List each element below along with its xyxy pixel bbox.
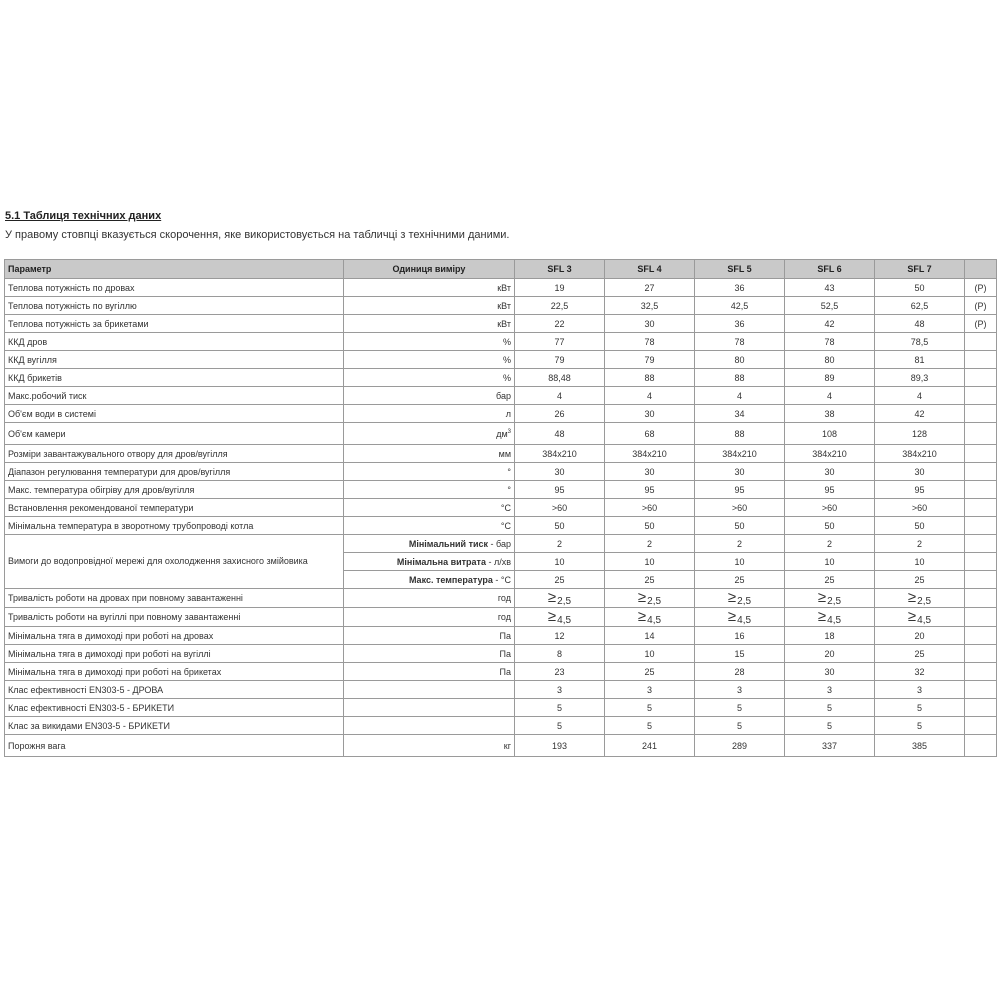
value-cell: 10 [695, 553, 785, 571]
note-cell [965, 589, 997, 608]
unit-cell [344, 481, 515, 499]
value-cell [875, 608, 965, 627]
unit-text: бар [496, 390, 511, 401]
value-cell: 30 [605, 315, 695, 333]
value-cell: >60 [695, 499, 785, 517]
value-cell: 25 [785, 571, 875, 589]
value-cell [785, 589, 875, 608]
table-row [5, 608, 997, 627]
value-cell: 42 [785, 315, 875, 333]
value-cell: 30 [605, 405, 695, 423]
unit-cell [344, 387, 515, 405]
value-cell: 48 [875, 315, 965, 333]
param-cell: Порожня вага [5, 735, 344, 757]
unit-text: % [502, 372, 511, 383]
greater-or-equal-symbol: ≥ [907, 608, 917, 625]
value-cell: 10 [605, 553, 695, 571]
note-cell: (P) [965, 315, 997, 333]
unit-cell [344, 663, 515, 681]
greater-or-equal-symbol: ≥ [727, 589, 737, 606]
value-cell: 78,5 [875, 333, 965, 351]
value-number: 4,5 [557, 615, 572, 626]
unit-text: кВт [497, 318, 511, 329]
unit-cell [344, 445, 515, 463]
value-cell: 68 [605, 423, 695, 445]
note-cell [965, 681, 997, 699]
value-cell: 88,48 [515, 369, 605, 387]
note-cell [965, 645, 997, 663]
value-cell: 88 [695, 423, 785, 445]
section-title: 5.1 Таблиця технічних даних [5, 210, 162, 222]
value-cell: 95 [875, 481, 965, 499]
value-cell: 5 [695, 699, 785, 717]
table-row [5, 387, 997, 405]
value-cell: 3 [695, 681, 785, 699]
value-cell: 3 [515, 681, 605, 699]
value-number: 4,5 [647, 615, 662, 626]
value-cell: 20 [785, 645, 875, 663]
greater-or-equal-symbol: ≥ [637, 589, 647, 606]
unit-cell [344, 571, 515, 589]
table-row [5, 535, 997, 553]
unit-cell [344, 423, 515, 445]
unit-cell [344, 553, 515, 571]
value-cell: 10 [875, 553, 965, 571]
note-cell [965, 481, 997, 499]
value-cell: 80 [695, 351, 785, 369]
value-cell: 3 [605, 681, 695, 699]
value-cell: 50 [875, 279, 965, 297]
value-cell [695, 608, 785, 627]
requirement-label: Макс. температура [408, 574, 493, 585]
param-cell: Клас ефективності EN303-5 - БРИКЕТИ [5, 699, 344, 717]
value-cell: 5 [605, 699, 695, 717]
note-cell [965, 405, 997, 423]
value-cell: 42,5 [695, 297, 785, 315]
note-cell [965, 699, 997, 717]
greater-or-equal-symbol: ≥ [547, 608, 557, 625]
value-cell: 15 [695, 645, 785, 663]
value-cell [605, 589, 695, 608]
unit-text: ° [507, 484, 511, 495]
value-cell: 78 [695, 333, 785, 351]
param-cell: Вимоги до водопровідної мережі для охолодження захисного змійовика [5, 535, 344, 589]
note-cell: (P) [965, 297, 997, 315]
note-cell [965, 571, 997, 589]
value-cell: 8 [515, 645, 605, 663]
unit-text: год [497, 593, 511, 603]
value-cell [695, 589, 785, 608]
value-number: 2,5 [827, 596, 842, 607]
unit-cell [344, 405, 515, 423]
value-cell: 25 [875, 645, 965, 663]
value-cell: 48 [515, 423, 605, 445]
value-cell: 30 [515, 463, 605, 481]
unit-text: °C [500, 520, 511, 531]
header-unit: Одиниця виміру [344, 260, 515, 279]
table-row [5, 735, 997, 757]
greater-or-equal-symbol: ≥ [907, 589, 917, 606]
table-row [5, 663, 997, 681]
value-cell: 89 [785, 369, 875, 387]
note-cell [965, 608, 997, 627]
table-row [5, 517, 997, 535]
value-cell: 3 [785, 681, 875, 699]
unit-cell [344, 535, 515, 553]
unit-cell [344, 608, 515, 627]
header-note [965, 260, 997, 279]
value-cell: 5 [875, 699, 965, 717]
note-cell [965, 423, 997, 445]
value-cell: 5 [695, 717, 785, 735]
param-cell: Діапазон регулювання температури для дров/вугілля [5, 463, 344, 481]
unit-cell [344, 351, 515, 369]
greater-or-equal-symbol: ≥ [817, 589, 827, 606]
unit-cell [344, 369, 515, 387]
unit-text: Па [499, 648, 511, 659]
value-cell: 50 [875, 517, 965, 535]
unit-cell [344, 645, 515, 663]
value-cell: 88 [605, 369, 695, 387]
unit-cell [344, 517, 515, 535]
value-cell: 19 [515, 279, 605, 297]
unit-cell [344, 699, 515, 717]
value-number: 2,5 [917, 596, 932, 607]
value-cell: 384x210 [875, 445, 965, 463]
unit-text: Па [499, 666, 511, 677]
value-cell: 25 [605, 571, 695, 589]
value-cell: 32 [875, 663, 965, 681]
value-cell: 2 [605, 535, 695, 553]
table-row [5, 681, 997, 699]
value-cell: 50 [695, 517, 785, 535]
value-cell: 384x210 [785, 445, 875, 463]
param-cell: Мінімальна температура в зворотному трубопроводі котла [5, 517, 344, 535]
value-cell: 289 [695, 735, 785, 757]
table-row [5, 315, 997, 333]
value-cell: 36 [695, 315, 785, 333]
param-cell: ККД брикетів [5, 369, 344, 387]
value-cell: 38 [785, 405, 875, 423]
note-cell [965, 553, 997, 571]
value-cell: 25 [515, 571, 605, 589]
table-row [5, 499, 997, 517]
unit-text: - л/хв [485, 556, 511, 567]
param-cell: Клас ефективності EN303-5 - ДРОВА [5, 681, 344, 699]
value-cell: 52,5 [785, 297, 875, 315]
param-cell: Теплова потужність по дровах [5, 279, 344, 297]
unit-text: - °C [492, 574, 511, 585]
note-cell [965, 535, 997, 553]
unit-superscript: 3 [507, 428, 511, 435]
value-cell: 81 [875, 351, 965, 369]
value-cell: 384x210 [515, 445, 605, 463]
param-cell: Теплова потужність по вугіллю [5, 297, 344, 315]
value-cell: 77 [515, 333, 605, 351]
param-cell: Встановлення рекомендованої температури [5, 499, 344, 517]
value-number: 4,5 [737, 615, 752, 626]
table-row [5, 627, 997, 645]
header-param: Параметр [5, 260, 344, 279]
unit-cell [344, 499, 515, 517]
value-cell: 22 [515, 315, 605, 333]
value-cell: 95 [695, 481, 785, 499]
unit-cell [344, 589, 515, 608]
value-cell: 337 [785, 735, 875, 757]
value-cell: 30 [785, 463, 875, 481]
note-cell [965, 445, 997, 463]
value-cell: 4 [785, 387, 875, 405]
table-row [5, 423, 997, 445]
note-cell [965, 351, 997, 369]
note-cell [965, 369, 997, 387]
technical-data-table [4, 259, 997, 757]
value-cell: >60 [785, 499, 875, 517]
param-cell: Мінімальна тяга в димоході при роботі на брикетах [5, 663, 344, 681]
param-cell: Теплова потужність за брикетами [5, 315, 344, 333]
value-cell: 20 [875, 627, 965, 645]
value-cell [785, 608, 875, 627]
value-cell: 95 [515, 481, 605, 499]
header-model: SFL 4 [605, 260, 695, 279]
unit-text: - бар [488, 538, 511, 549]
note-cell [965, 463, 997, 481]
value-cell: 193 [515, 735, 605, 757]
value-cell: 5 [785, 717, 875, 735]
param-cell: Об'єм води в системі [5, 405, 344, 423]
value-cell: 4 [695, 387, 785, 405]
value-cell: 385 [875, 735, 965, 757]
note-cell [965, 717, 997, 735]
value-cell: 95 [785, 481, 875, 499]
value-cell: 3 [875, 681, 965, 699]
table-row [5, 699, 997, 717]
header-model: SFL 7 [875, 260, 965, 279]
unit-cell [344, 463, 515, 481]
note-cell [965, 517, 997, 535]
note-cell: (P) [965, 279, 997, 297]
table-row [5, 717, 997, 735]
section-intro: У правому стовпці вказується скорочення, яке використовується на табличці з технічними даними. [5, 229, 510, 241]
param-cell: ККД вугілля [5, 351, 344, 369]
value-cell: 25 [695, 571, 785, 589]
value-number: 4,5 [917, 615, 932, 626]
value-cell: 30 [785, 663, 875, 681]
param-cell: Тривалість роботи на дровах при повному завантаженні [5, 589, 344, 608]
greater-or-equal-symbol: ≥ [817, 608, 827, 625]
value-cell: 23 [515, 663, 605, 681]
note-cell [965, 627, 997, 645]
value-cell: 30 [695, 463, 785, 481]
unit-text: кВт [497, 282, 511, 293]
unit-text: дм [496, 428, 508, 439]
unit-text: % [502, 354, 511, 365]
table-row [5, 351, 997, 369]
value-cell: 50 [785, 517, 875, 535]
value-cell: 10 [515, 553, 605, 571]
note-cell [965, 735, 997, 757]
value-cell [515, 589, 605, 608]
greater-or-equal-symbol: ≥ [727, 608, 737, 625]
unit-cell [344, 279, 515, 297]
value-cell: 128 [875, 423, 965, 445]
unit-cell [344, 735, 515, 757]
unit-text: л [505, 408, 511, 419]
param-cell: Мінімальна тяга в димоході при роботі на вугіллі [5, 645, 344, 663]
value-cell: 62,5 [875, 297, 965, 315]
value-cell: 28 [695, 663, 785, 681]
unit-text: ° [507, 466, 511, 477]
param-cell: Макс.робочий тиск [5, 387, 344, 405]
value-cell: 36 [695, 279, 785, 297]
value-cell: 384x210 [605, 445, 695, 463]
value-cell: 4 [605, 387, 695, 405]
unit-text: мм [498, 448, 511, 459]
param-cell: ККД дров [5, 333, 344, 351]
value-cell: 5 [515, 717, 605, 735]
value-cell: 5 [785, 699, 875, 717]
value-cell: 10 [785, 553, 875, 571]
value-cell [605, 608, 695, 627]
unit-text: % [502, 336, 511, 347]
value-number: 2,5 [647, 596, 662, 607]
value-cell: 27 [605, 279, 695, 297]
table-row [5, 445, 997, 463]
value-cell: 4 [875, 387, 965, 405]
param-cell: Розміри завантажувального отвору для дров/вугілля [5, 445, 344, 463]
value-cell: 50 [515, 517, 605, 535]
value-cell: 26 [515, 405, 605, 423]
table-row [5, 589, 997, 608]
table-row [5, 369, 997, 387]
value-cell: 25 [875, 571, 965, 589]
value-cell: 22,5 [515, 297, 605, 315]
value-cell: 78 [605, 333, 695, 351]
value-cell: >60 [515, 499, 605, 517]
table-row [5, 333, 997, 351]
value-cell: 10 [605, 645, 695, 663]
note-cell [965, 333, 997, 351]
param-cell: Макс. температура обігріву для дров/вугілля [5, 481, 344, 499]
param-cell: Об'єм камери [5, 423, 344, 445]
value-number: 4,5 [827, 615, 842, 626]
value-cell: 18 [785, 627, 875, 645]
table-row [5, 463, 997, 481]
value-cell: 2 [695, 535, 785, 553]
value-cell: 14 [605, 627, 695, 645]
param-cell: Тривалість роботи на вугіллі при повному завантаженні [5, 608, 344, 627]
value-cell: 241 [605, 735, 695, 757]
requirement-label: Мінімальна витрата [396, 556, 486, 567]
value-cell: 2 [785, 535, 875, 553]
unit-text: °C [500, 502, 511, 513]
value-cell: 42 [875, 405, 965, 423]
value-number: 2,5 [557, 596, 572, 607]
value-cell: 32,5 [605, 297, 695, 315]
value-number: 2,5 [737, 596, 752, 607]
value-cell: 2 [515, 535, 605, 553]
note-cell [965, 663, 997, 681]
value-cell: 5 [605, 717, 695, 735]
value-cell: 5 [515, 699, 605, 717]
value-cell: 34 [695, 405, 785, 423]
value-cell: 50 [605, 517, 695, 535]
value-cell: 80 [785, 351, 875, 369]
header-model: SFL 3 [515, 260, 605, 279]
value-cell: 25 [605, 663, 695, 681]
header-model: SFL 6 [785, 260, 875, 279]
unit-text: год [497, 612, 511, 622]
value-cell: 89,3 [875, 369, 965, 387]
header-model: SFL 5 [695, 260, 785, 279]
unit-cell [344, 333, 515, 351]
value-cell: 108 [785, 423, 875, 445]
unit-cell [344, 717, 515, 735]
table-row [5, 405, 997, 423]
unit-cell [344, 627, 515, 645]
value-cell: 4 [515, 387, 605, 405]
greater-or-equal-symbol: ≥ [637, 608, 647, 625]
value-cell: 30 [605, 463, 695, 481]
value-cell: 384x210 [695, 445, 785, 463]
value-cell [515, 608, 605, 627]
note-cell [965, 387, 997, 405]
table-row [5, 481, 997, 499]
value-cell: 2 [875, 535, 965, 553]
unit-cell [344, 681, 515, 699]
value-cell: 5 [875, 717, 965, 735]
greater-or-equal-symbol: ≥ [547, 589, 557, 606]
unit-cell [344, 315, 515, 333]
note-cell [965, 499, 997, 517]
unit-text: Па [499, 630, 511, 641]
table-row [5, 645, 997, 663]
param-cell: Мінімальна тяга в димоході при роботі на дровах [5, 627, 344, 645]
value-cell: 79 [515, 351, 605, 369]
value-cell: 12 [515, 627, 605, 645]
unit-cell [344, 297, 515, 315]
value-cell: 95 [605, 481, 695, 499]
table-row [5, 297, 997, 315]
requirement-label: Мінімальний тиск [408, 538, 489, 549]
unit-text: кВт [497, 300, 511, 311]
table-header-row [5, 260, 997, 279]
unit-text: кг [503, 740, 511, 751]
value-cell: 78 [785, 333, 875, 351]
value-cell: 30 [875, 463, 965, 481]
value-cell: 43 [785, 279, 875, 297]
table-row [5, 279, 997, 297]
value-cell: 79 [605, 351, 695, 369]
value-cell: >60 [605, 499, 695, 517]
param-cell: Клас за викидами EN303-5 - БРИКЕТИ [5, 717, 344, 735]
value-cell: >60 [875, 499, 965, 517]
value-cell: 16 [695, 627, 785, 645]
value-cell [875, 589, 965, 608]
value-cell: 88 [695, 369, 785, 387]
